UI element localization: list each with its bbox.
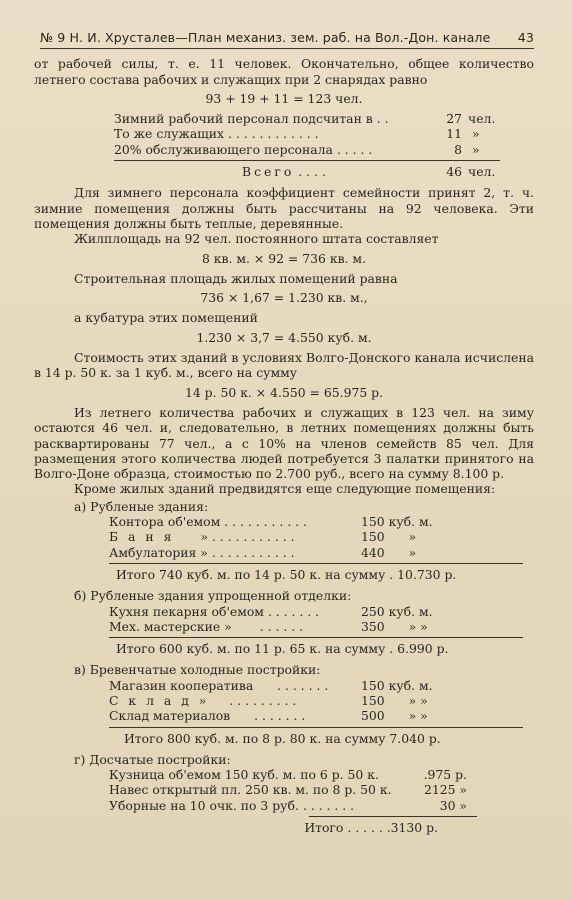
list-item bbox=[109, 708, 453, 723]
equation-total-workers: 93 + 19 + 11 = 123 чел. bbox=[205, 90, 363, 106]
intro-paragraph: от рабочей силы, т. е. 11 человек. Окончательно, общее количество летнего состава рабочих и служащих при 2 снарядах равно bbox=[34, 56, 534, 87]
item-label: Кухня пекарня об'емом . . . . . . . bbox=[109, 603, 320, 619]
item-value: 8 bbox=[454, 141, 462, 157]
item-value: 440 » bbox=[361, 544, 417, 560]
divider-line bbox=[109, 727, 523, 728]
section-g-title: г) Досчатые постройки: bbox=[74, 751, 231, 767]
item-label: 20% обслуживающего персонала . . . . . bbox=[114, 141, 373, 157]
total-unit: чел. bbox=[468, 164, 496, 180]
item-value: 150 куб. м. bbox=[361, 514, 433, 530]
item-value: 27 bbox=[446, 111, 462, 127]
running-header bbox=[40, 30, 534, 49]
item-label: Амбулатория » . . . . . . . . . . . bbox=[109, 544, 295, 560]
list-item bbox=[114, 111, 500, 126]
section-a-title: а) Рубленые здания: bbox=[74, 498, 209, 514]
item-value: 150 » » bbox=[361, 692, 428, 708]
divider-line bbox=[309, 816, 477, 817]
cost-paragraph: Стоимость этих зданий в условиях Волго-Донского канала исчислена в 14 р. 50 к. за 1 куб. м., всего на сумму bbox=[34, 350, 534, 381]
item-value: 150 куб. м. bbox=[361, 677, 433, 693]
item-label: Навес открытый пл. 250 кв. м. по 8 р. 50 к. bbox=[109, 782, 392, 798]
list-item bbox=[109, 767, 467, 782]
item-label: Уборные на 10 очк. по 3 руб. . . . . . . . bbox=[109, 797, 355, 813]
summer-paragraph: Из летнего количества рабочих и служащих в 123 чел. на зиму остаются 46 чел. и, следовательно, в летних помещениях должны быть расквартированы 77 чел., а с 10% на членов семейств 85 чел. Для размещения этого количества людей потребуется 3 палатки принятого на Волго-Доне образца, стоимостью по 2.700 руб., всего на сумму 8.100 р. bbox=[34, 404, 534, 482]
section-a-total: Итого 740 куб. м. по 14 р. 50 к. на сумму . 10.730 р. bbox=[116, 566, 457, 582]
equation-volume: 1.230 × 3,7 = 4.550 куб. м. bbox=[196, 329, 372, 345]
item-label: Б а н я » . . . . . . . . . . . bbox=[109, 529, 295, 545]
item-label: Склад материалов . . . . . . . bbox=[109, 708, 306, 724]
section-g-total: Итого . . . . . .3130 р. bbox=[304, 820, 438, 836]
winter-staff-list bbox=[114, 111, 500, 179]
list-item bbox=[109, 545, 453, 560]
item-value: 350 » » bbox=[361, 618, 428, 634]
item-label: С к л а д » . . . . . . . . . bbox=[109, 692, 297, 708]
item-label: То же служащих . . . . . . . . . . . . bbox=[114, 126, 319, 142]
section-v-items bbox=[109, 678, 453, 728]
building-area-paragraph: Строительная площадь жилых помещений равна bbox=[74, 270, 398, 286]
item-value: 30 » bbox=[439, 797, 467, 813]
total-label: Всего . . . . bbox=[242, 164, 326, 180]
divider-line bbox=[114, 160, 500, 161]
item-label: Контора об'емом . . . . . . . . . . . bbox=[109, 514, 307, 530]
winter-staff-table bbox=[114, 111, 500, 157]
equation-cost: 14 р. 50 к. × 4.550 = 65.975 р. bbox=[184, 384, 384, 400]
list-item bbox=[109, 678, 453, 693]
divider-line bbox=[109, 563, 523, 564]
item-label: Кузница об'емом 150 куб. м. по 6 р. 50 к. bbox=[109, 767, 379, 783]
winter-total-row bbox=[114, 164, 500, 179]
list-item bbox=[109, 693, 453, 708]
list-item bbox=[109, 782, 467, 797]
family-paragraph: Для зимнего персонала коэффициент семейности принят 2, т. ч. зимние помещения должны быть рассчитаны на 92 человека. Эти помещения должны быть теплые, деревянные. bbox=[34, 185, 534, 231]
section-v-total: Итого 800 куб. м. по 8 р. 80 к. на сумму 7.040 р. bbox=[124, 730, 441, 746]
section-v-title: в) Бревенчатые холодные постройки: bbox=[74, 662, 321, 678]
item-value: 11 bbox=[446, 126, 462, 142]
section-g-items bbox=[109, 767, 467, 817]
list-item bbox=[109, 604, 453, 619]
page-number: 43 bbox=[517, 30, 534, 45]
section-b-total: Итого 600 куб. м. по 11 р. 65 к. на сумму . 6.990 р. bbox=[116, 641, 449, 657]
item-value: 2125 » bbox=[423, 782, 467, 798]
list-item bbox=[114, 126, 500, 141]
equation-living-area: 8 кв. м. × 92 = 736 кв. м. bbox=[201, 250, 367, 266]
section-b-title: б) Рубленые здания упрощенной отделки: bbox=[74, 588, 352, 604]
living-area-paragraph: Жилплощадь на 92 чел. постоянного штата составляет bbox=[74, 231, 439, 247]
list-item bbox=[109, 798, 467, 813]
item-value: 250 куб. м. bbox=[361, 603, 433, 619]
section-b-items bbox=[109, 604, 453, 639]
item-unit: » bbox=[472, 126, 480, 142]
list-item bbox=[109, 619, 453, 634]
other-buildings-paragraph: Кроме жилых зданий предвидятся еще следующие помещения: bbox=[74, 481, 496, 497]
item-unit: » bbox=[472, 141, 480, 157]
equation-building-area: 736 × 1,67 = 1.230 кв. м., bbox=[200, 290, 368, 306]
item-value: 150 » bbox=[361, 529, 417, 545]
item-unit: чел. bbox=[468, 111, 496, 127]
item-label: Мех. мастерские » . . . . . . bbox=[109, 618, 304, 634]
list-item bbox=[114, 142, 500, 157]
total-value: 46 bbox=[446, 164, 462, 180]
list-item bbox=[109, 514, 453, 529]
item-label: Магазин кооператива . . . . . . . bbox=[109, 677, 329, 693]
section-a-items bbox=[109, 514, 453, 564]
header-title: № 9 Н. И. Хрусталев—План механиз. зем. раб. на Вол.-Дон. канале bbox=[40, 30, 491, 45]
item-label: Зимний рабочий персонал подсчитан в . . bbox=[114, 111, 389, 127]
item-value: .975 р. bbox=[423, 767, 467, 783]
list-item bbox=[109, 529, 453, 544]
item-value: 500 » » bbox=[361, 708, 428, 724]
volume-paragraph: а кубатура этих помещений bbox=[74, 310, 258, 326]
divider-line bbox=[109, 637, 523, 638]
